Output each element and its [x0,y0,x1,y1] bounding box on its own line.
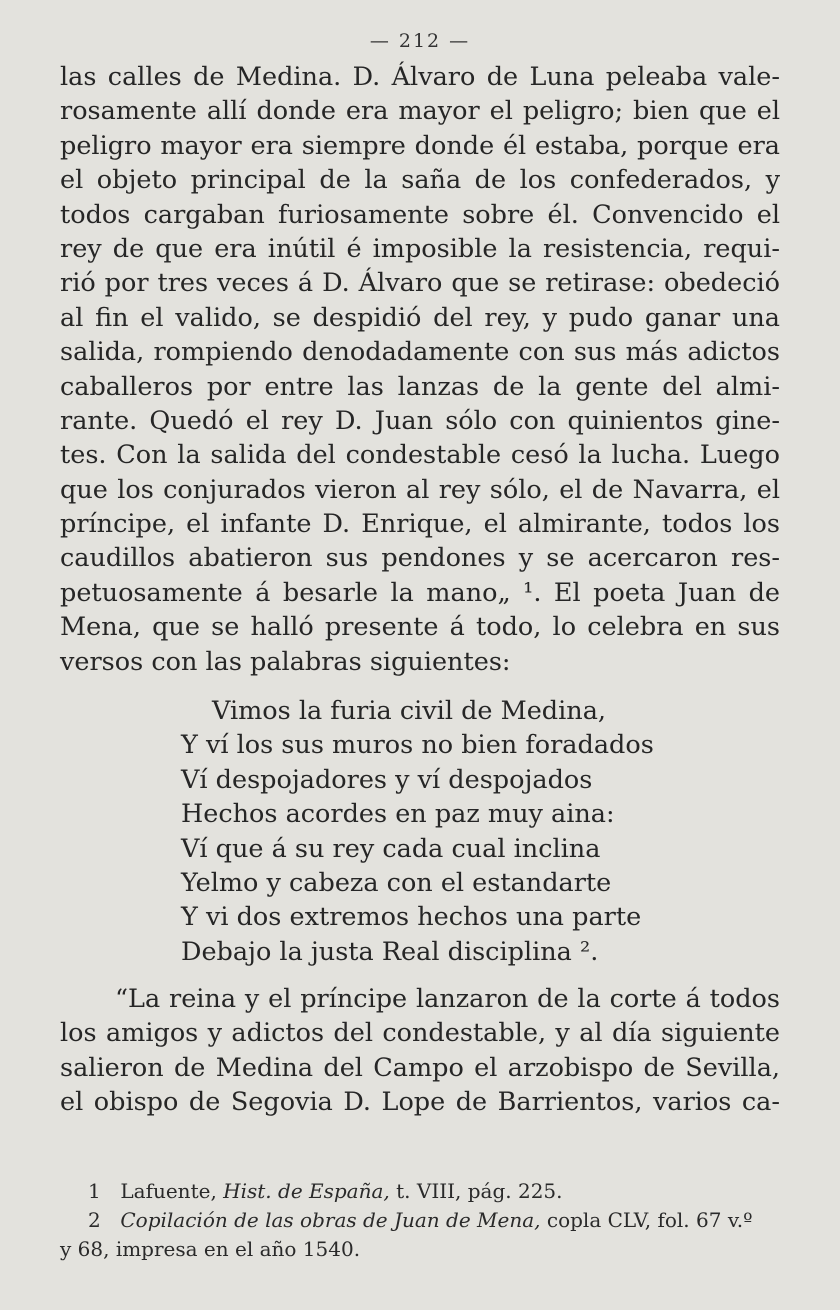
text-line: peligro mayor era siempre donde él estaba, porque era [60,130,780,161]
footnote-title: Copilación de las obras de Juan de Mena, [120,1208,541,1232]
footnote-reference: copla CLV, fol. 67 v.º [546,1208,753,1232]
page-number: — 212 — [369,30,471,52]
footnote-author: Lafuente, [120,1179,217,1203]
footnote-number: 1 [88,1179,101,1203]
verse-line: Ví que á su rey cada cual inclina [181,833,601,864]
text-line: salida, rompiendo denodadamente con sus más adictos [60,337,780,368]
verse-line: Yelmo y cabeza con el estandarte [181,867,612,898]
verse-line: Hechos acordes en paz muy aina: [181,799,615,830]
text-line: tes. Con la salida del condestable cesó la lucha. Luego [60,440,780,471]
text-line: al fin el valido, se despidió del rey, y pudo ganar una [60,302,780,333]
text-line: rante. Quedó el rey D. Juan sólo con quinientos gine- [60,405,780,436]
footnote-reference: t. VIII, pág. 225. [396,1179,563,1203]
footnote-1 [60,1177,780,1206]
verse-line: Vimos la furia civil de Medina, [212,696,607,726]
footnote-2-continuation: y 68, impresa en el año 1540. [60,1237,361,1261]
text-line: Mena, que se halló presente á todo, lo celebra en sus [60,612,780,643]
text-line: las calles de Medina. D. Álvaro de Luna peleaba vale- [60,62,780,92]
verse-line: Y vi dos extremos hechos una parte [181,902,642,933]
poem-verse [0,694,840,969]
text-line: todos cargaban furiosamente sobre él. Convencido el [60,199,780,230]
text-line: los amigos y adictos del condestable, y al día siguiente [60,1018,780,1049]
footnotes [60,1177,780,1264]
text-line: que los conjurados vieron al rey sólo, el de Navarra, el [60,474,780,505]
text-line: caballeros por entre las lanzas de la gente del almi- [60,371,780,402]
text-line: el objeto principal de la saña de los confederados, y [60,165,780,196]
verse-line: Ví despojadores y ví despojados [181,764,593,795]
verse-line: Debajo la justa Real disciplina ². [181,936,599,967]
text-line: caudillos abatieron sus pendones y se acercaron res- [60,543,780,574]
text-line: rosamente allí donde era mayor el peligro; bien que el [60,96,780,127]
verse-line: Y ví los sus muros no bien foradados [181,730,654,761]
text-line: el obispo de Segovia D. Lope de Barrientos, varios ca- [60,1087,780,1118]
text-line: rey de que era inútil é imposible la resistencia, requi- [60,233,780,264]
footnote-number: 2 [88,1208,101,1232]
text-line: salieron de Medina del Campo el arzobispo de Sevilla, [60,1052,780,1083]
footnote-title: Hist. de España, [223,1179,390,1203]
text-line: petuosamente á besarle la mano„ ¹. El poeta Juan de [60,577,780,608]
text-line: “La reina y el príncipe lanzaron de la corte á todos [115,984,780,1014]
footnote-2 [60,1206,780,1235]
text-line: príncipe, el infante D. Enrique, el almirante, todos los [60,509,780,540]
text-line: versos con las palabras siguientes: [60,646,511,677]
paragraph-1 [60,60,780,679]
text-line: rió por tres veces á D. Álvaro que se retirase: obedeció [60,268,780,299]
paragraph-2 [60,982,780,1120]
